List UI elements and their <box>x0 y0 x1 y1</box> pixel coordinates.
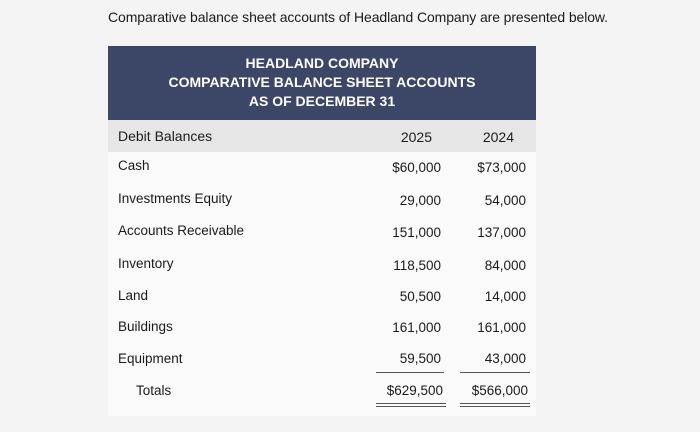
row-value-2024: 54,000 <box>484 193 526 208</box>
row-value-2024: 161,000 <box>477 320 526 335</box>
intro-text: Comparative balance sheet accounts of Headland Company are presented below. <box>108 9 608 25</box>
row-value-2024: 84,000 <box>484 258 526 273</box>
subtotal-rule-2024 <box>460 372 530 373</box>
table-banner <box>108 46 536 120</box>
row-value-2024: 14,000 <box>484 289 526 304</box>
row-label: Accounts Receivable <box>118 223 245 238</box>
row-value-2025: 29,000 <box>399 193 441 208</box>
row-value-2024: $73,000 <box>477 160 526 175</box>
total-2024: $566,000 <box>471 383 528 398</box>
company-name: HEADLAND COMPANY <box>245 55 399 71</box>
header-debit-balances: Debit Balances <box>118 128 213 144</box>
subtotal-rule-2025 <box>376 372 444 373</box>
row-label: Land <box>118 288 149 303</box>
row-label: Cash <box>118 158 150 173</box>
statement-date: AS OF DECEMBER 31 <box>248 93 396 109</box>
total-double-rule-2024 <box>460 403 530 407</box>
header-2024: 2024 <box>482 129 514 145</box>
row-value-2025: 118,500 <box>393 258 441 273</box>
row-value-2025: 161,000 <box>392 320 441 335</box>
balance-sheet-table <box>108 46 536 416</box>
row-label: Investments Equity <box>118 191 233 206</box>
row-value-2025: 59,500 <box>399 351 441 366</box>
total-double-rule-2025 <box>376 403 446 407</box>
row-value-2024: 137,000 <box>477 225 526 240</box>
row-value-2025: $60,000 <box>392 160 441 175</box>
total-2025: $629,500 <box>386 383 443 398</box>
totals-label: Totals <box>136 383 172 398</box>
row-label: Inventory <box>118 256 174 271</box>
row-label: Equipment <box>118 351 183 366</box>
row-label: Buildings <box>118 319 173 334</box>
header-2025: 2025 <box>400 129 432 145</box>
row-value-2025: 50,500 <box>399 289 441 304</box>
row-value-2024: 43,000 <box>484 351 526 366</box>
column-header-row <box>108 120 536 152</box>
statement-title: COMPARATIVE BALANCE SHEET ACCOUNTS <box>168 74 476 90</box>
row-value-2025: 151,000 <box>392 225 441 240</box>
